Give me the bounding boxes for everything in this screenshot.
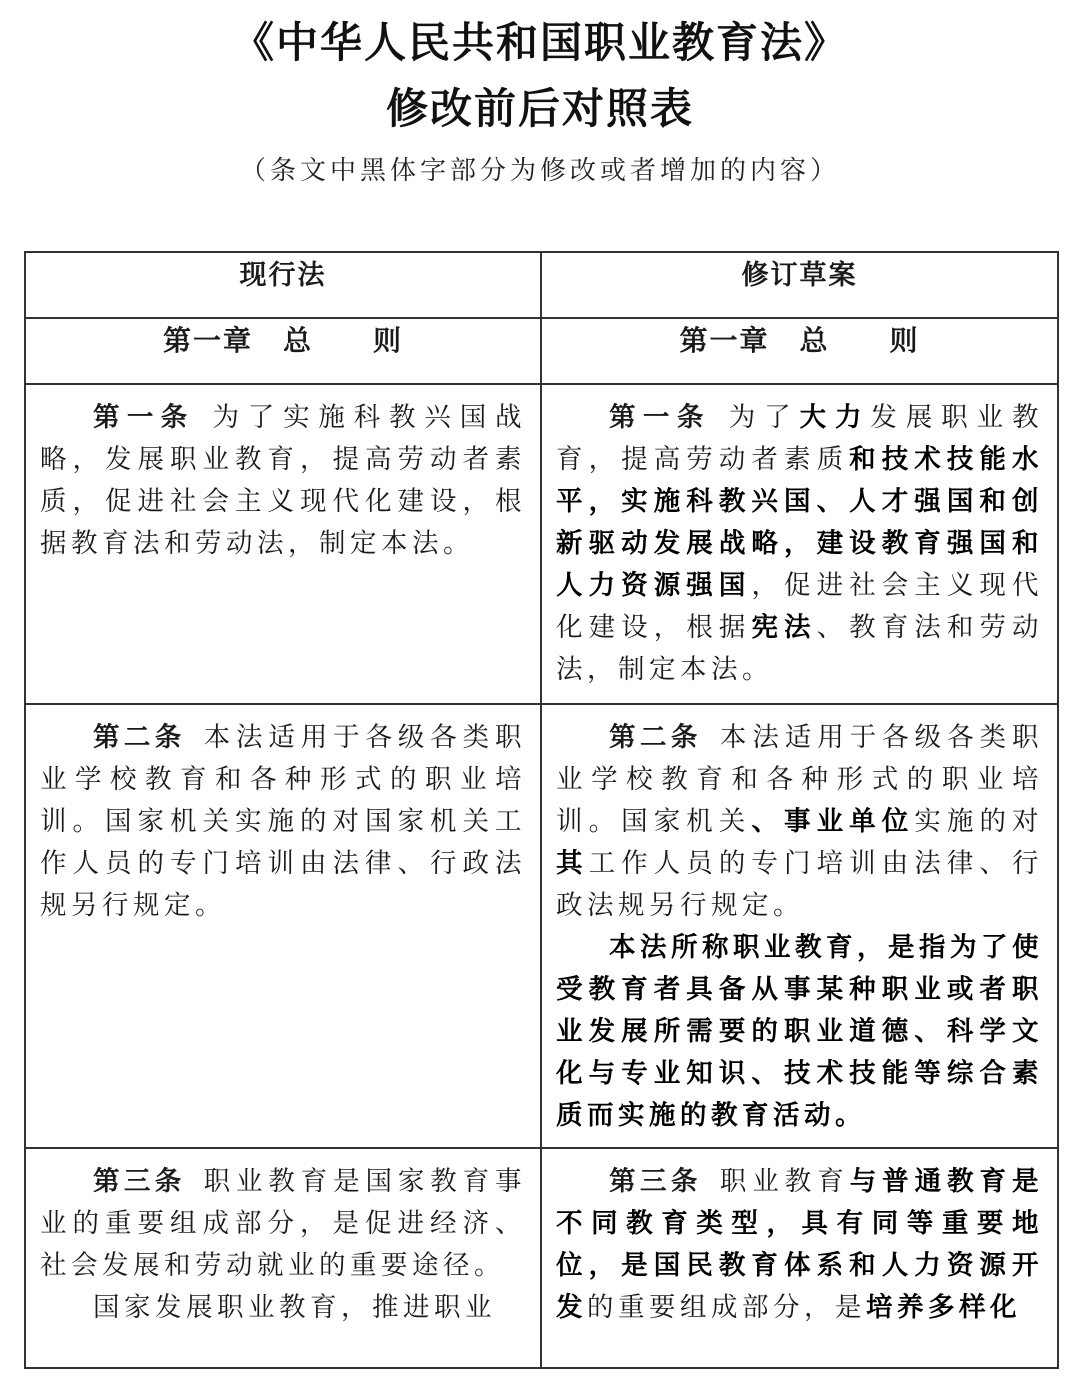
article-1-draft-seg: ，促进社会主义现代化建设，根据 [556,570,1044,643]
article-3-current-body: 职业教育是国家教育事业的重要组成部分，是促进经济、社会发展和劳动就业的重要途径。 [40,1166,526,1281]
article-1-current-body: 为了实施科教兴国战略，发展职业教育，提高劳动者素质，促进社会主义现代化建设，根据教育法和劳动法，制定本法。 [40,402,527,559]
article-3-draft-seg: 的重要组成部分，是 [587,1292,866,1323]
article-1-draft-cell [541,384,1058,704]
article-3-current-text [40,1161,526,1287]
chapter-row [25,318,1058,384]
article-2-current-body: 本法适用于各级各类职业学校教育和各种形式的职业培训。国家机关实施的对国家机关工作人员的专门培训由法律、行政法规另行规定。 [40,722,526,921]
article-3-current-paragraph-2: 国家发展职业教育，推进职业 [93,1292,496,1323]
article-2-draft-seg: 本法适用于各级各类职业学校教育和各种形式的职业培训。国家机关 [556,722,1043,837]
article-1-draft-text [556,397,1043,691]
document-header [0,0,1080,188]
article-1-current-text [40,397,526,565]
column-header-revised-draft: 修订草案 [541,252,1058,318]
article-2-draft-seg: 实施的对 [914,806,1044,837]
document-subtitle: （条文中黑体字部分为修改或者增加的内容） [239,156,840,186]
article-1-current-label: 第一条 [93,402,195,433]
document-title-line2: 修改前后对照表 [385,84,694,133]
table-row-article-1 [25,384,1058,704]
column-header-current-law: 现行法 [25,252,541,318]
chapter-title-draft: 第一章 总 则 [541,318,1058,384]
article-2-draft-bold-seg: 、事业单位 [751,806,915,837]
article-2-draft-cell [541,704,1058,1148]
article-3-current-cell [25,1148,541,1368]
article-3-draft-text [556,1161,1043,1329]
article-2-draft-text [556,717,1043,927]
article-2-draft-seg: 工作人员的专门培训由法律、行政法规另行规定。 [556,848,1044,921]
article-2-current-label: 第二条 [93,722,186,753]
table-row-article-3 [25,1148,1058,1368]
document-title-line1: 《中华人民共和国职业教育法》 [231,18,848,67]
article-3-draft-cell [541,1148,1058,1368]
article-1-draft-seg: 、教育法和劳动法，制定本法。 [556,612,1044,685]
article-2-current-text [40,717,526,927]
article-3-draft-bold-seg: 与普通教育是不同教育类型，具有同等重要地位，是国民教育体系和人力资源开发 [556,1166,1044,1323]
article-3-draft-seg: 职业教育 [719,1166,850,1197]
article-1-draft-seg: 发展职业教育，提高劳动者素质 [556,402,1044,475]
table-header-row [25,252,1058,318]
article-3-draft-bold-seg: 培养多样化 [866,1292,1021,1323]
article-1-draft-bold-seg: 大力 [799,402,871,433]
chapter-title-current: 第一章 总 则 [25,318,541,384]
article-1-draft-seg: 为了 [728,402,800,433]
article-1-draft-bold-seg: 和技术技能水平，实施科教兴国、人才强国和创新驱动发展战略，建设教育强国和人力资源强国 [556,444,1044,601]
article-1-current-cell [25,384,541,704]
article-2-draft-label: 第二条 [609,722,702,753]
comparison-table [24,251,1059,1369]
article-3-current-label: 第三条 [93,1166,186,1197]
article-3-draft-label: 第三条 [609,1166,702,1197]
article-1-draft-label: 第一条 [609,402,711,433]
table-row-article-2 [25,704,1058,1148]
article-2-draft-bold-seg: 其 [556,848,589,879]
article-1-draft-bold-seg: 宪法 [751,612,817,643]
article-2-draft-paragraph-2: 本法所称职业教育，是指为了使受教育者具备从事某种职业或者职业发展所需要的职业道德、科学文化与专业知识、技术技能等综合素质而实施的教育活动。 [556,932,1043,1131]
article-2-current-cell [25,704,541,1148]
